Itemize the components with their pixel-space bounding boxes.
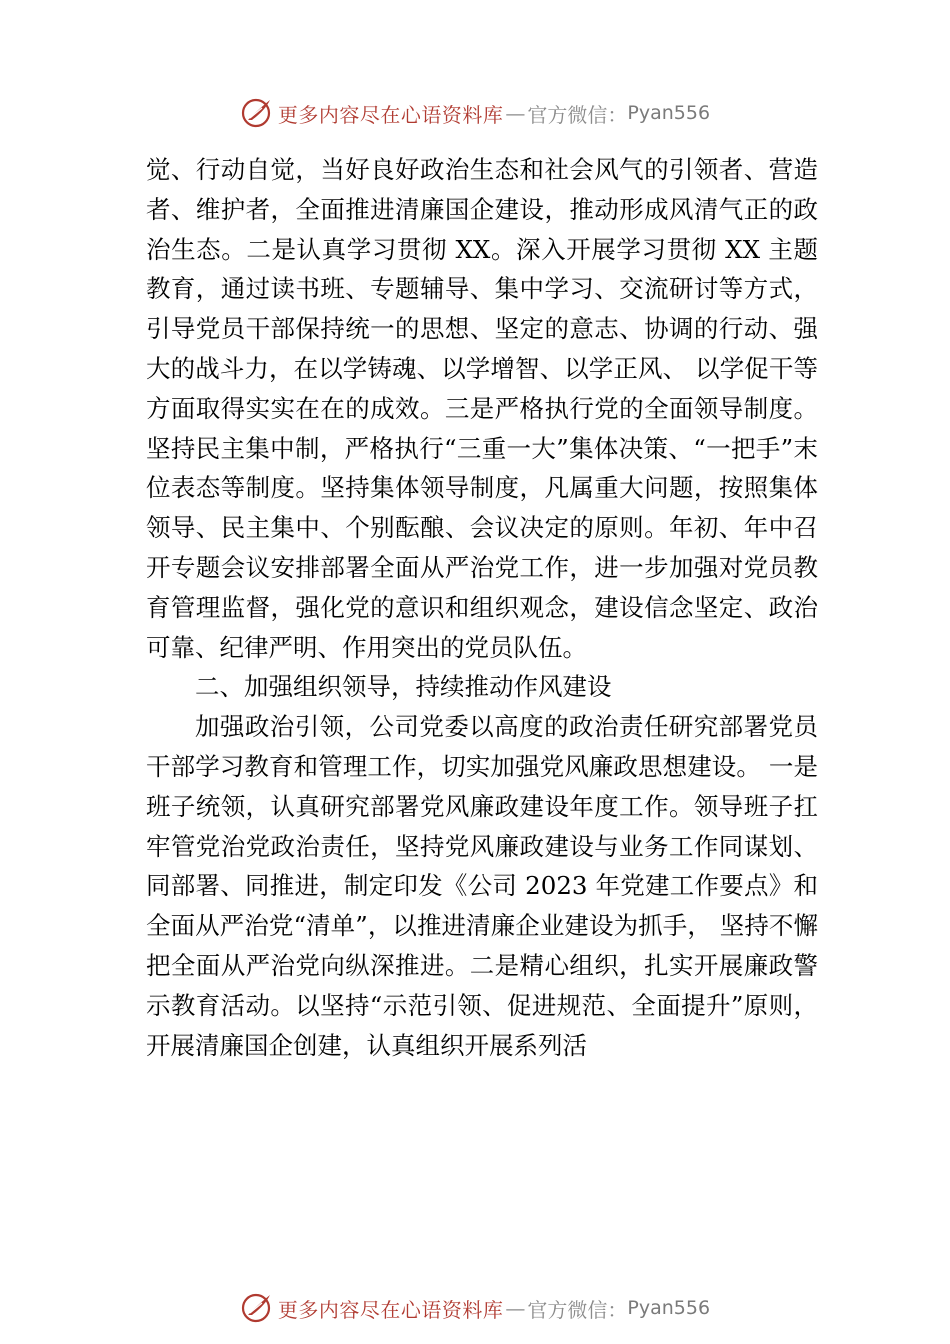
quill-seal-logo-icon <box>240 96 274 130</box>
footer-watermark-account: Pyan556 <box>627 1297 711 1319</box>
paragraph-1: 觉、行动自觉，当好良好政治生态和社会风气的引领者、营造者、维护者，全面推进清廉国企建设，推动形成风清气正的政治生态。二是认真学习贯彻 XX。深入开展学习贯彻 XX 主题教育，通过读书班、专题辅导、集中学习、交流研讨等方式，引导党员干部保持统一的思想、坚定的意志、协调的行动、强大的战斗力，在以学铸魂、以学增智、以学正风、 以学促干等方面取得实实在在的成效。三是严格执行党的全面领导制度。坚持民主集中制，严格执行“三重一大”集体决策、“一把手”末位表态等制度。坚持集体领导制度，凡属重大问题，按照集体领导、民主集中、个别酝酿、会议决定的原则。年初、年中召开专题会议安排部署全面从严治党工作，进一步加强对党员教育管理监督，强化党的意识和组织观念，建设信念坚定、政治可靠、纪律严明、作用突出的党员队伍。 <box>146 155 818 662</box>
footer-watermark-official-label: 官方微信： <box>527 1297 628 1322</box>
watermark-account: Pyan556 <box>627 102 711 124</box>
document-body <box>146 150 818 1065</box>
paragraph-2: 加强政治引领，公司党委以高度的政治责任研究部署党员干部学习教育和管理工作，切实加强党风廉政思想建设。 一是班子统领，认真研究部署党风廉政建设年度工作。领导班子扛牢管党治党政治责任，坚持党风廉政建设与业务工作同谋划、同部署、同推进，制定印发《公司 2023 年党建工作要点》和全面从严治党“清单”，以推进清廉企业建设为抓手， 坚持不懈把全面从严治党向纵深推进。二是精心组织，扎实开展廉政警示教育活动。以坚持“示范引领、促进规范、全面提升”原则，开展清廉国企创建，认真组织开展系列活 <box>146 712 818 1060</box>
footer-watermark <box>0 1290 950 1326</box>
section-heading-2: 二、加强组织领导，持续推动作风建设 <box>195 672 612 702</box>
header-watermark <box>0 95 950 131</box>
footer-watermark-dash: — <box>505 1296 526 1320</box>
watermark-dash: — <box>505 101 526 125</box>
watermark-brand: 更多内容尽在心语资料库 <box>277 102 504 127</box>
quill-seal-logo-icon <box>240 1291 274 1325</box>
footer-watermark-brand: 更多内容尽在心语资料库 <box>277 1297 504 1322</box>
watermark-official-label: 官方微信： <box>527 102 628 127</box>
